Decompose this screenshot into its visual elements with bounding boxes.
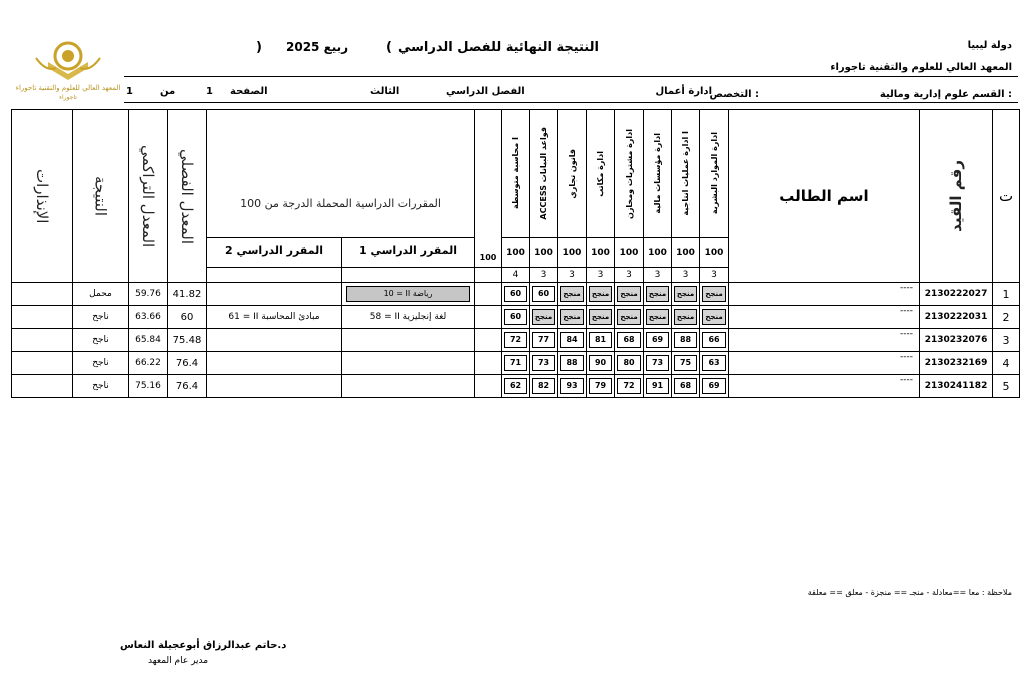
result-cell: محمل bbox=[73, 283, 129, 306]
index-cell: 4 bbox=[993, 352, 1020, 375]
grade-cell: 84 bbox=[558, 329, 587, 352]
result-cell: ناجح bbox=[73, 375, 129, 398]
carried-courses-header: المقررات الدراسية المحملة الدرجة من 100 bbox=[207, 110, 475, 238]
svg-text:تاجوراء: تاجوراء bbox=[59, 94, 77, 101]
index-cell: 5 bbox=[993, 375, 1020, 398]
state-name: دولة ليبيا bbox=[967, 40, 1012, 51]
student-name-cell: ---- bbox=[729, 352, 920, 375]
student-name-cell: ---- bbox=[729, 329, 920, 352]
warning-cell bbox=[12, 306, 73, 329]
semester-gpa-header: المعدل الفصلي bbox=[168, 110, 207, 283]
subject-units-3: 3 bbox=[644, 268, 672, 283]
warning-cell bbox=[12, 283, 73, 306]
semester-gpa-cell: 76.4 bbox=[168, 375, 207, 398]
grade-cell: منجح bbox=[615, 306, 644, 329]
carried-1-cell bbox=[342, 352, 475, 375]
grade-cell: 63 bbox=[700, 352, 729, 375]
grade-cell: 60 bbox=[502, 306, 530, 329]
signatory-title: مدير عام المعهد bbox=[148, 656, 209, 666]
carried-1-cell bbox=[342, 375, 475, 398]
grade-cell: 72 bbox=[615, 375, 644, 398]
grade-cell: منجح bbox=[672, 306, 700, 329]
index-header: ت bbox=[993, 110, 1020, 283]
table-row bbox=[12, 352, 1020, 375]
student-id-cell: 2130232076 bbox=[920, 329, 993, 352]
subject-header-8: محاسبة متوسطة I bbox=[502, 110, 530, 238]
subject-units-1: 3 bbox=[700, 268, 729, 283]
semester-label: الفصل الدراسي bbox=[446, 86, 525, 97]
subject-units-6: 3 bbox=[558, 268, 587, 283]
subject-units-7: 3 bbox=[530, 268, 558, 283]
grade-cell: منجح bbox=[558, 306, 587, 329]
grade-cell: 90 bbox=[587, 352, 615, 375]
carried-2-cell bbox=[207, 352, 342, 375]
grade-cell: 91 bbox=[644, 375, 672, 398]
carried-course-1-header: المقرر الدراسي 1 bbox=[342, 238, 475, 268]
carried-2-cell bbox=[207, 329, 342, 352]
warning-cell bbox=[12, 352, 73, 375]
subject-max-8: 100 bbox=[502, 238, 530, 268]
grade-cell: منجح bbox=[672, 283, 700, 306]
grade-cell: 71 bbox=[502, 352, 530, 375]
carried-2-cell bbox=[207, 283, 342, 306]
grade-cell: منجح bbox=[587, 306, 615, 329]
grade-cell: 88 bbox=[558, 352, 587, 375]
student-id-cell: 2130222027 bbox=[920, 283, 993, 306]
semester-gpa-cell: 75.48 bbox=[168, 329, 207, 352]
table-row bbox=[12, 375, 1020, 398]
grade-cell: منجح bbox=[587, 283, 615, 306]
grade-cell: 72 bbox=[502, 329, 530, 352]
warning-cell bbox=[12, 329, 73, 352]
subject-max-2: 100 bbox=[672, 238, 700, 268]
table-row bbox=[12, 329, 1020, 352]
info-divider bbox=[124, 102, 1018, 103]
student-name-cell: ---- bbox=[729, 375, 920, 398]
subject-units-8: 4 bbox=[502, 268, 530, 283]
signatory-name: د.حاتم عبدالرزاق أبوعجيلة النعاس bbox=[120, 640, 287, 651]
page-total: 1 bbox=[126, 86, 133, 97]
specialization-value: ادارة أعمال bbox=[655, 86, 712, 97]
subject-max-1: 100 bbox=[700, 238, 729, 268]
subject-header-5: ادارة مكاتب bbox=[587, 110, 615, 238]
grade-cell: منجح bbox=[558, 283, 587, 306]
warning-cell bbox=[12, 375, 73, 398]
subject-max-4: 100 bbox=[615, 238, 644, 268]
carried-1-cell: 10 = II رياضة bbox=[342, 283, 475, 306]
subject-header-4: ادارة مشتريات ومخازن bbox=[615, 110, 644, 238]
grade-cell: 68 bbox=[672, 375, 700, 398]
subject-units-5: 3 bbox=[587, 268, 615, 283]
grade-cell: 66 bbox=[700, 329, 729, 352]
grade-cell: 69 bbox=[700, 375, 729, 398]
grade-cell: منجح bbox=[700, 306, 729, 329]
subject-header-2: ادارة عمليات انتاجية I bbox=[672, 110, 700, 238]
svg-text:المعهد العالي للعلوم والتقنية: المعهد العالي للعلوم والتقنية تاجوراء bbox=[15, 84, 121, 92]
institute-name: المعهد العالي للعلوم والتقنية تاجوراء bbox=[830, 62, 1012, 73]
grade-cell: 73 bbox=[644, 352, 672, 375]
grade-cell: 60 bbox=[530, 283, 558, 306]
page-number: 1 bbox=[206, 86, 213, 97]
grade-cell: منجح bbox=[700, 283, 729, 306]
carried-2-cell: 61 = II مبادئ المحاسبة bbox=[207, 306, 342, 329]
grade-cell: 73 bbox=[530, 352, 558, 375]
subject-max-5: 100 bbox=[587, 238, 615, 268]
results-table bbox=[11, 109, 1020, 398]
table-row bbox=[12, 283, 1020, 306]
subject-units-4: 3 bbox=[615, 268, 644, 283]
grade-cell: منجح bbox=[644, 283, 672, 306]
grade-cell: منجح bbox=[530, 306, 558, 329]
grade-cell: 81 bbox=[587, 329, 615, 352]
grade-cell: 82 bbox=[530, 375, 558, 398]
cumulative-gpa-cell: 75.16 bbox=[129, 375, 168, 398]
subject-max-7: 100 bbox=[530, 238, 558, 268]
student-id-cell: 2130232169 bbox=[920, 352, 993, 375]
legend-note: ملاحظة : معا ==معادلة - منجـ == منجزة - معلق == معلقة bbox=[807, 588, 1012, 597]
cumulative-gpa-header: المعدل التراكمي bbox=[129, 110, 168, 283]
extra-max-header: 100 bbox=[475, 110, 502, 268]
student-id-cell: 2130222031 bbox=[920, 306, 993, 329]
result-header: النتيجة bbox=[73, 110, 129, 283]
grade-cell: 79 bbox=[587, 375, 615, 398]
grade-cell: منجح bbox=[615, 283, 644, 306]
subject-header-6: قانون تجاري bbox=[558, 110, 587, 238]
grade-cell: 77 bbox=[530, 329, 558, 352]
grade-cell: منجح bbox=[644, 306, 672, 329]
result-cell: ناجح bbox=[73, 329, 129, 352]
grade-cell: 88 bbox=[672, 329, 700, 352]
grade-cell: 93 bbox=[558, 375, 587, 398]
cumulative-gpa-cell: 65.84 bbox=[129, 329, 168, 352]
carried-1-cell bbox=[342, 329, 475, 352]
header-divider bbox=[124, 76, 1018, 77]
cumulative-gpa-cell: 63.66 bbox=[129, 306, 168, 329]
subject-units-2: 3 bbox=[672, 268, 700, 283]
specialization-label: التخصص : bbox=[709, 89, 759, 100]
cumulative-gpa-cell: 66.22 bbox=[129, 352, 168, 375]
student-name-header: اسم الطالب bbox=[729, 110, 920, 283]
index-cell: 1 bbox=[993, 283, 1020, 306]
warnings-header: الإنذارات bbox=[12, 110, 73, 283]
student-id-header: رقم القيد bbox=[920, 110, 993, 283]
carried-course-2-header: المقرر الدراسي 2 bbox=[207, 238, 342, 268]
close-paren: ) bbox=[256, 40, 262, 55]
report-title: النتيجة النهائية للفصل الدراسي bbox=[398, 40, 599, 55]
grade-cell: 69 bbox=[644, 329, 672, 352]
carried-2-cell bbox=[207, 375, 342, 398]
department-value: علوم إدارية ومالية bbox=[879, 89, 969, 100]
student-name-cell: ---- bbox=[729, 283, 920, 306]
grade-cell: 60 bbox=[502, 283, 530, 306]
subject-header-1: ادارة الموارد البشرية bbox=[700, 110, 729, 238]
subject-header-7: ACCESS قواعد البيانات bbox=[530, 110, 558, 238]
of-label: من bbox=[160, 86, 176, 97]
grade-cell: 68 bbox=[615, 329, 644, 352]
carried-1-cell: 58 = II لغة إنجليزية bbox=[342, 306, 475, 329]
department-label: القسم : bbox=[972, 89, 1012, 100]
institute-logo bbox=[15, 38, 121, 104]
index-cell: 3 bbox=[993, 329, 1020, 352]
subject-max-6: 100 bbox=[558, 238, 587, 268]
semester-gpa-cell: 60 bbox=[168, 306, 207, 329]
index-cell: 2 bbox=[993, 306, 1020, 329]
grade-cell: 80 bbox=[615, 352, 644, 375]
subject-header-3: ادارة مؤسسات مالية bbox=[644, 110, 672, 238]
cumulative-gpa-cell: 59.76 bbox=[129, 283, 168, 306]
page-label: الصفحة bbox=[230, 86, 268, 97]
semester-gpa-cell: 76.4 bbox=[168, 352, 207, 375]
student-id-cell: 2130241182 bbox=[920, 375, 993, 398]
semester-gpa-cell: 41.82 bbox=[168, 283, 207, 306]
result-cell: ناجح bbox=[73, 352, 129, 375]
student-name-cell: ---- bbox=[729, 306, 920, 329]
term-label: ربيع 2025 bbox=[286, 40, 349, 54]
grade-cell: 75 bbox=[672, 352, 700, 375]
table-row bbox=[12, 306, 1020, 329]
grade-cell: 62 bbox=[502, 375, 530, 398]
open-paren: ( bbox=[386, 40, 392, 55]
semester-value: الثالث bbox=[370, 86, 400, 97]
subject-max-3: 100 bbox=[644, 238, 672, 268]
result-cell: ناجح bbox=[73, 306, 129, 329]
